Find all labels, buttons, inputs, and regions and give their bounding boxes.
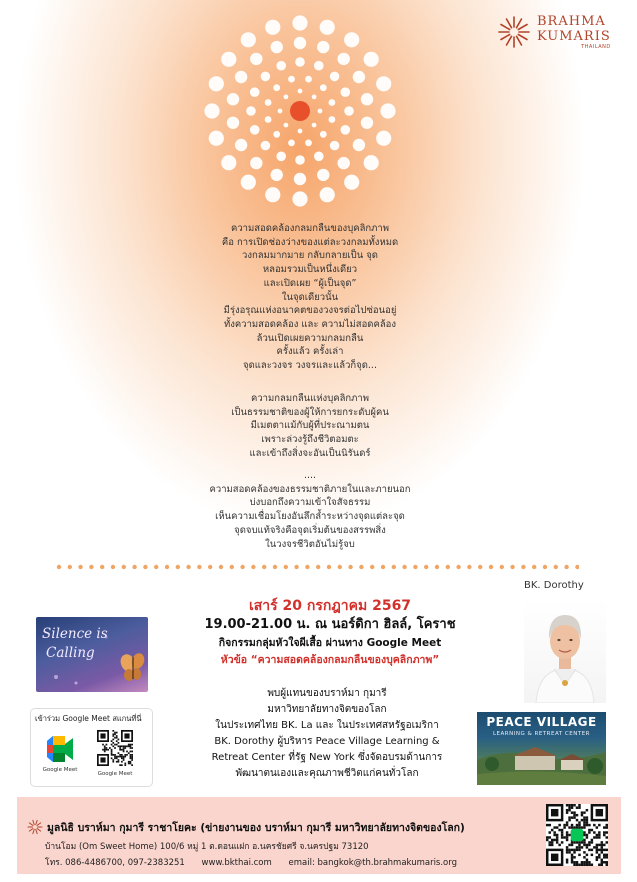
burst-dot: [353, 71, 365, 83]
poem-line: ความกลมกลืนแห่งบุคลิกภาพ: [250, 393, 370, 404]
divider-dot: [564, 565, 568, 569]
burst-dot: [305, 140, 312, 147]
poem-line: ความสอดคล้องของธรรมชาติภายในและภายนอก: [209, 483, 411, 495]
burst-dot: [271, 169, 283, 181]
burst-dot: [330, 141, 340, 151]
burst-dot: [353, 139, 365, 151]
logo-ray: [507, 19, 512, 28]
logo-ray: [518, 25, 527, 30]
poem-line: บ่งบอกถึงความเข้าใจสัจธรรม: [249, 497, 371, 509]
divider-dot: [273, 565, 277, 569]
burst-dot: [330, 72, 340, 82]
poem-line: ครั้งแล้ว ครั้งเล่า: [276, 346, 344, 358]
divider-dot: [575, 565, 579, 569]
burst-dot: [344, 32, 359, 47]
burst-dot: [276, 61, 286, 71]
divider-dot: [230, 565, 234, 569]
burst-dot: [295, 57, 305, 67]
burst-dot: [329, 99, 336, 106]
lotus-logo-icon: [497, 15, 531, 49]
dotted-divider: [56, 564, 579, 570]
logo-ray: [37, 828, 41, 831]
poem-line: เป็นธรรมชาติของผู้ให้การยกระดับผู้คน: [231, 406, 389, 418]
divider-dot: [467, 565, 471, 569]
logo-ray: [33, 820, 34, 824]
peace-village-title: PEACE VILLAGE: [486, 715, 597, 729]
divider-dot: [57, 565, 61, 569]
poem-line: วงกลมมากมาย กลับกลายเป็น จุด: [242, 250, 378, 262]
landscape-icon: [477, 712, 606, 785]
logo-ray: [517, 36, 522, 45]
poem-line: ในวงจรชีวิตอันไม่รู้จบ: [265, 538, 355, 550]
footer-email[interactable]: email: bangkok@th.brahmakumaris.org: [288, 858, 457, 868]
divider-dot: [554, 565, 558, 569]
burst-dot: [278, 109, 283, 114]
description-line: ในประเทศไทย BK. La และ ในประเทศสหรัฐอเมริกา: [215, 720, 439, 731]
divider-dot: [176, 565, 180, 569]
silence-is-calling-banner: [36, 617, 148, 692]
burst-dot: [376, 131, 391, 146]
divider-dot: [392, 565, 396, 569]
footer-phone: โทร. 086-4486700, 097-2383251: [45, 858, 185, 868]
divider-dot: [381, 565, 385, 569]
divider-dot: [435, 565, 439, 569]
divider-dot: [543, 565, 547, 569]
divider-dot: [111, 565, 115, 569]
description-line: มหาวิทยาลัยทางจิตของโลก: [267, 704, 387, 715]
line-app-icon: [571, 829, 583, 841]
divider-dot: [500, 565, 504, 569]
divider-dot: [402, 565, 406, 569]
divider-dot: [348, 565, 352, 569]
divider-dot: [446, 565, 450, 569]
burst-dot: [284, 123, 289, 128]
burst-dot: [265, 116, 272, 123]
burst-dot: [261, 72, 271, 82]
divider-dot: [154, 565, 158, 569]
poem-line: คือ การเปิดช่องว่างของแต่ละวงกลมทั้งหมด: [221, 236, 399, 248]
burst-dot: [329, 116, 336, 123]
burst-dot: [265, 99, 272, 106]
burst-dot: [298, 89, 303, 94]
divider-dot: [532, 565, 536, 569]
burst-dot: [320, 131, 327, 138]
divider-dot: [305, 565, 309, 569]
poem-line: ล้วนเปิดเผยความกลมกลืน: [256, 332, 364, 344]
burst-dot: [246, 106, 256, 116]
poem-stanza-1: [140, 222, 480, 373]
burst-dot: [338, 157, 350, 169]
poem-line: เพราะล่วงรู้ถึงชีวิตอมตะ: [261, 434, 359, 446]
divider-dot: [89, 565, 93, 569]
peace-village-image: [477, 712, 606, 785]
google-meet-qr-caption: Google Meet: [97, 771, 133, 777]
google-meet-card[interactable]: [30, 708, 153, 787]
burst-dot: [273, 84, 280, 91]
poem-line: ทั้งความสอดคล้อง และ ความไม่สอดคล้อง: [224, 318, 396, 330]
banner-line1: Silence is: [42, 626, 108, 642]
divider-dot: [284, 565, 288, 569]
logo-ray: [37, 823, 41, 826]
burst-dot: [276, 152, 286, 162]
footer-website[interactable]: www.bkthai.com: [201, 858, 272, 868]
brand-name-line2: KUMARIS: [537, 29, 611, 44]
poem-line: ในจุดเดียวนั้น: [281, 291, 339, 303]
burst-dot: [250, 125, 260, 135]
burst-dot: [364, 52, 379, 67]
burst-dot: [344, 175, 359, 190]
divider-dot: [68, 565, 72, 569]
burst-dot: [294, 173, 306, 185]
event-date: เสาร์ 20 กรกฎาคม 2567: [248, 598, 412, 614]
burst-dot: [273, 131, 280, 138]
divider-dot: [489, 565, 493, 569]
divider-dot: [359, 565, 363, 569]
burst-dot: [317, 169, 329, 181]
divider-dot: [240, 565, 244, 569]
footer: [17, 797, 621, 874]
divider-dot: [327, 565, 331, 569]
brand-logo: [497, 14, 611, 50]
event-time-place: 19.00-21.00 น. ณ นอร์ดิกา ฮิลล์, โคราช: [204, 617, 456, 632]
poem-line: จุดจบแท้จริงคือจุดเริ่มต้นของสรรพสิ่ง: [234, 524, 386, 536]
divider-dot: [165, 565, 169, 569]
burst-dot: [209, 76, 224, 91]
divider-dot: [478, 565, 482, 569]
burst-dot: [265, 20, 280, 35]
burst-dot: [221, 52, 236, 67]
portrait-icon: [524, 599, 606, 703]
burst-dot: [227, 93, 239, 105]
burst-dot: [312, 123, 317, 128]
logo-ray: [501, 35, 510, 40]
poem-line: และเข้าถึงสิ่งจะอันเป็นนิรันดร์: [249, 447, 371, 459]
poem-divider: ....: [303, 470, 317, 481]
footer-contacts: [45, 855, 471, 869]
foundation-lotus-icon: [27, 819, 43, 835]
divider-dot: [413, 565, 417, 569]
poem-line: เห็นความเชื่อมโยงอันลึกล้ำระหว่างจุดแต่ละจุด: [215, 511, 405, 523]
divider-dot: [456, 565, 460, 569]
description-line: BK. Dorothy ผู้บริหาร Peace Village Learning &: [214, 736, 440, 747]
speaker-photo: [524, 599, 606, 703]
burst-dot: [380, 103, 395, 118]
logo-ray: [36, 820, 37, 824]
poem-line: จุดและวงจร วงจรและแล้วก็จุด...: [243, 360, 377, 372]
center-dot: [290, 101, 310, 121]
burst-dot: [361, 93, 373, 105]
burst-dot: [250, 53, 262, 65]
burst-dot: [288, 140, 295, 147]
burst-dot: [341, 125, 351, 135]
burst-dot: [364, 155, 379, 170]
burst-dot: [241, 175, 256, 190]
google-meet-scan-label: เข้าร่วม Google Meet สแกนที่นี่: [35, 714, 142, 723]
description-line: พบผู้แทนของบราห์มา กุมารี: [267, 688, 387, 699]
burst-dot: [305, 76, 312, 83]
burst-dot: [250, 87, 260, 97]
divider-dot: [100, 565, 104, 569]
burst-dot: [344, 106, 354, 116]
burst-dot: [341, 87, 351, 97]
burst-dot: [261, 141, 271, 151]
brand-name-line1: BRAHMA: [537, 14, 606, 29]
footer-address: บ้านโอม (Om Sweet Home) 100/6 หมู่ 1 ต.ดอนแฝก อ.นครชัยศรี จ.นครปฐม 73120: [45, 842, 369, 852]
divider-dot: [197, 565, 201, 569]
footer-foundation-title: มูลนิธิ บราห์มา กุมารี ราชาโยคะ (ข่ายงานของ บราห์มา กุมารี มหาวิทยาลัยทางจิตของโลก): [47, 822, 465, 834]
description-line: Retreat Center ที่รัฐ New York ซึ่งจัดอบรมด้านการ: [211, 752, 443, 763]
divider-dot: [294, 565, 298, 569]
google-meet-logo-caption: Google Meet: [42, 767, 78, 773]
description-line: พัฒนาตนเองและคุณภาพชีวิตแก่คนทั่วโลก: [235, 768, 419, 779]
burst-dot: [295, 155, 305, 165]
divider-dot: [143, 565, 147, 569]
burst-dot: [250, 157, 262, 169]
logo-ray: [29, 828, 33, 831]
event-activity: กิจกรรมกลุ่มหัวใจผีเสื้อ ผ่านทาง Google Meet: [218, 637, 442, 649]
poem-line: หลอมรวมเป็นหนึ่งเดียว: [262, 264, 358, 276]
burst-dot: [241, 32, 256, 47]
burst-dot: [284, 95, 289, 100]
logo-ray: [29, 823, 33, 826]
burst-dot: [265, 187, 280, 202]
event-description: [162, 686, 492, 782]
divider-dot: [262, 565, 266, 569]
logo-ray: [517, 19, 522, 28]
peace-village-subtitle: LEARNING & RETREAT CENTER: [492, 731, 590, 737]
burst-dot: [338, 53, 350, 65]
event-topic: หัวข้อ “ความสอดคล้องกลมกลืนของบุคลิกภาพ”: [220, 654, 440, 666]
divider-dot: [219, 565, 223, 569]
burst-dot: [320, 187, 335, 202]
divider-dot: [316, 565, 320, 569]
brand-country: THAILAND: [581, 44, 611, 50]
burst-dot: [235, 139, 247, 151]
logo-ray: [518, 35, 527, 40]
logo-ray: [33, 829, 34, 833]
logo-ray: [501, 25, 510, 30]
divider-dot: [510, 565, 514, 569]
divider-dot: [208, 565, 212, 569]
banner-line2: Calling: [46, 645, 95, 661]
burst-dot: [298, 129, 303, 134]
burst-dot: [204, 103, 219, 118]
logo-ray: [36, 829, 37, 833]
burst-dot: [235, 71, 247, 83]
poem-line: และเปิดเผย “ผู้เป็นจุด”: [263, 277, 357, 289]
burst-dot: [314, 61, 324, 71]
burst-dot: [314, 152, 324, 162]
burst-dot: [376, 76, 391, 91]
burst-dot: [320, 84, 327, 91]
poem-line: มีรุ่งอรุณแห่งอนาคตของวงจรต่อไปซ่อนอยู่: [223, 305, 397, 317]
poem-line: ความสอดคล้องกลมกลืนของบุคลิกภาพ: [230, 223, 390, 234]
divider-dot: [132, 565, 136, 569]
google-meet-qr-code[interactable]: [97, 730, 133, 766]
burst-dot: [318, 109, 323, 114]
speaker-name: BK. Dorothy: [524, 580, 584, 591]
logo-ray: [507, 36, 512, 45]
burst-dot: [221, 155, 236, 170]
burst-dot: [312, 95, 317, 100]
google-meet-icon[interactable]: [45, 735, 75, 763]
poem-stanza-3: [140, 469, 480, 551]
divider-dot: [424, 565, 428, 569]
divider-dot: [338, 565, 342, 569]
poem-line: มีเมตตาแม้กับผู้ที่ประณามตน: [250, 420, 370, 432]
burst-dot: [209, 131, 224, 146]
burst-dot: [271, 41, 283, 53]
burst-dot: [317, 41, 329, 53]
burst-dot: [292, 15, 307, 30]
poem-stanza-2: [140, 392, 480, 461]
divider-dot: [370, 565, 374, 569]
burst-dot: [320, 20, 335, 35]
divider-dot: [122, 565, 126, 569]
line-contact-qr-code[interactable]: [546, 804, 608, 866]
burst-dot: [361, 117, 373, 129]
burst-dot: [294, 37, 306, 49]
divider-dot: [251, 565, 255, 569]
divider-dot: [521, 565, 525, 569]
burst-dot: [288, 76, 295, 83]
burst-dot: [292, 191, 307, 206]
burst-dot: [227, 117, 239, 129]
divider-dot: [78, 565, 82, 569]
divider-dot: [186, 565, 190, 569]
